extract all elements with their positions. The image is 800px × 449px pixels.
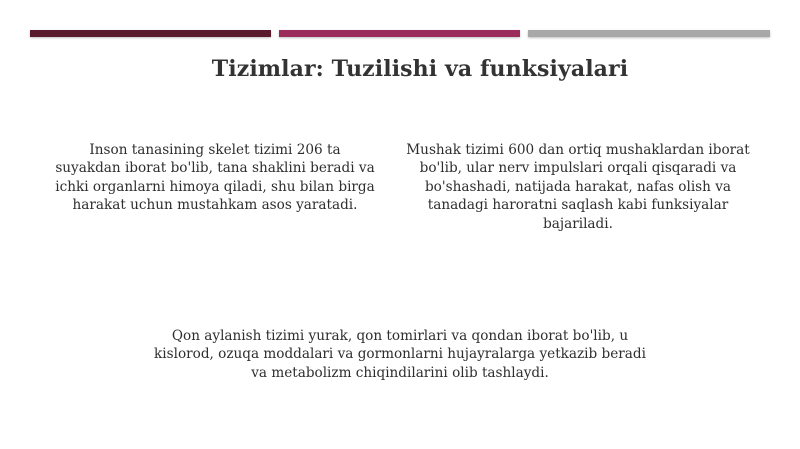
circulatory-system-paragraph: Qon aylanish tizimi yurak, qon tomirlari va qondan iborat bo'lib, u kislorod, ozuqa moddalari va gormonlarni hujayralarga yetkazib beradi va metabolizm chiqindilarini olib tashlaydi. [154,328,646,381]
accent-bar-right [528,30,770,37]
accent-bar-middle [279,30,520,37]
accent-bar-left [30,30,271,37]
muscular-system-paragraph: Mushak tizimi 600 dan ortiq mushaklardan iborat bo'lib, ular nerv impulslari orqali qisqaradi va bo'shashadi, natijada harakat, nafas olish va tanadagi haroratni saqlash kabi funksiyalar bajariladi. [406,142,750,232]
slide-title: Tizimlar: Tuzilishi va funksiyalari [211,56,629,82]
skeletal-system-paragraph: Inson tanasining skelet tizimi 206 ta suyakdan iborat bo'lib, tana shaklini beradi va ichki organlarni himoya qiladi, shu bilan birga harakat uchun mustahkam asos yaratadi. [55,142,375,214]
